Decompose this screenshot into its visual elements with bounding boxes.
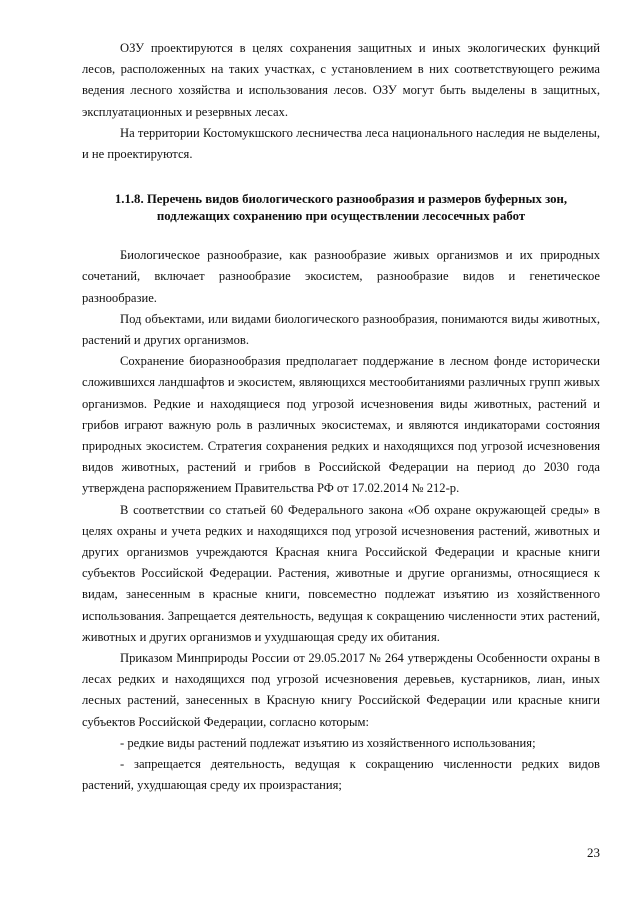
section-heading-line-2: подлежащих сохранению при осуществлении лесосечных работ xyxy=(156,209,526,224)
paragraph-biodiversity-objects: Под объектами, или видами биологического разнообразия, понимаются виды животных, растений и других организмов. xyxy=(82,311,600,348)
section-heading-line-1: 1.1.8. Перечень видов биологического разнообразия и размеров буферных зон, xyxy=(114,192,568,207)
section-heading xyxy=(82,191,600,225)
paragraph-ministry-order: Приказом Минприроды России от 29.05.2017 № 264 утверждены Особенности охраны в лесах редких и находящихся под угрозой исчезновения деревьев, кустарников, лиан, иных лесных растений, занесенных в Красную книгу Российской Федерации или красные книги субъектов Российской Федерации, согласно которым: xyxy=(82,651,600,729)
paragraph-ozu: ОЗУ проектируются в целях сохранения защитных и иных экологических функций лесов, расположенных на таких участках, с установлением в них соответствующего режима ведения лесного хозяйства и использования лесов. ОЗУ могут быть выделены в защитных, эксплуатационных и резервных лесах. xyxy=(82,41,600,119)
paragraph-biodiversity-definition: Биологическое разнообразие, как разнообразие живых организмов и их природных сочетаний, включает разнообразие экосистем, разнообразие видов и генетическое разнообразие. xyxy=(82,248,600,305)
list-item: - запрещается деятельность, ведущая к сокращению численности редких видов растений, ухудшающая среду их произрастания; xyxy=(82,757,600,793)
paragraph-biodiversity-conservation: Сохранение биоразнообразия предполагает поддержание в лесном фонде исторически сложившихся ландшафтов и экосистем, являющихся местообитаниями различных групп живых организмов. Редкие и находящиеся под угрозой исчезновения виды животных, растений и грибов играют важную роль в различных экосистемах, и являются индикаторами состояния природных экосистем. Стратегия сохранения редких и находящихся под угрозой исчезновения видов животных, растений и грибов в Российской Федерации на период до 2030 года утверждена распоряжением Правительства РФ от 17.02.2014 № 212-р. xyxy=(82,354,600,496)
page-body xyxy=(82,38,600,797)
paragraph-federal-law-article-60: В соответствии со статьей 60 Федерального закона «Об охране окружающей среды» в целях охраны и учета редких и находящихся под угрозой исчезновения растений, животных и других организмов учреждаются Красная книга Российской Федерации и красные книги субъектов Российской Федерации. Растения, животные и другие организмы, относящиеся к видам, занесенным в красные книги, повсеместно подлежат изъятию из хозяйственного использования. Запрещается деятельность, ведущая к сокращению численности этих растений, животных и других организмов и ухудшающая среду их обитания. xyxy=(82,502,600,644)
paragraph-national-heritage: На территории Костомукшского лесничества леса национального наследия не выделены, и не проектируются. xyxy=(82,125,600,162)
list-item: - редкие виды растений подлежат изъятию из хозяйственного использования; xyxy=(120,735,536,750)
page-number: 23 xyxy=(587,845,600,860)
